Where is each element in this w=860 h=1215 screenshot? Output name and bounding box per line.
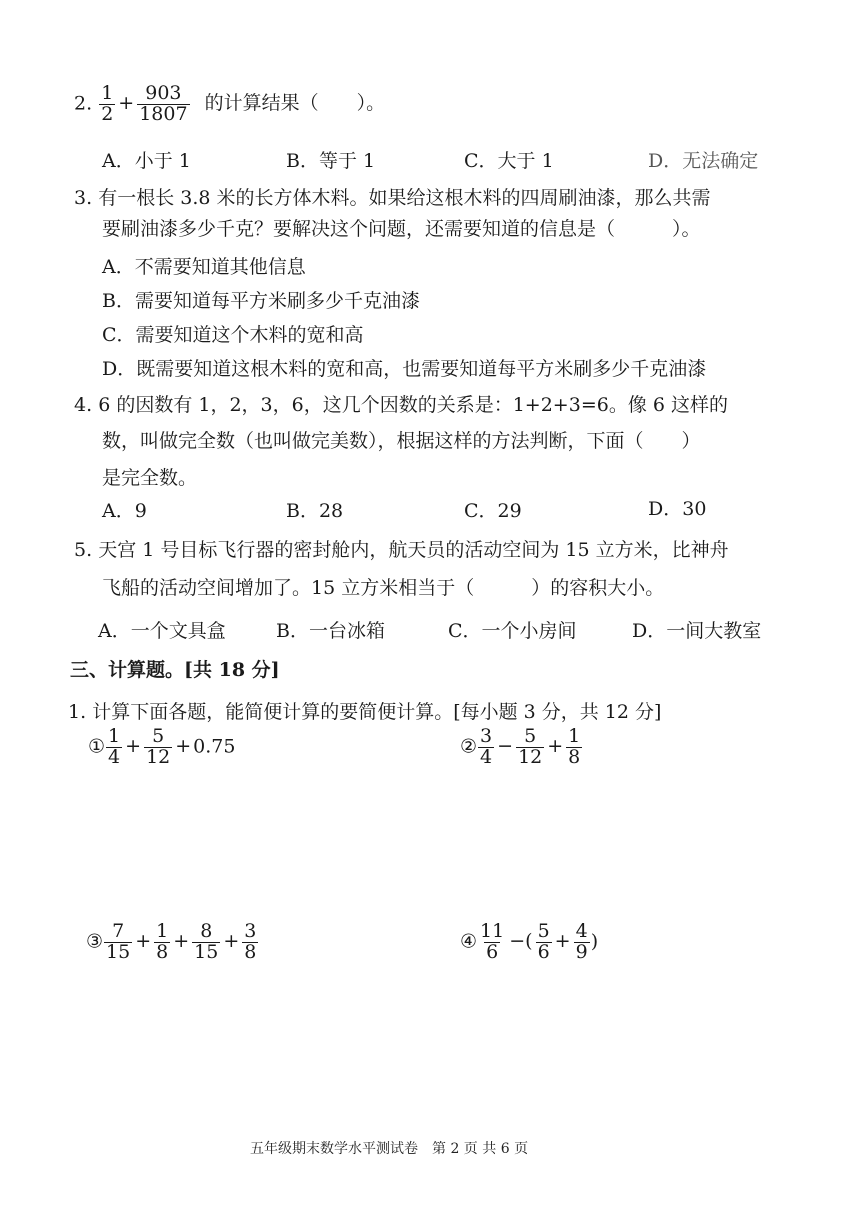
fraction: $\frac{5}{12}$ bbox=[146, 725, 171, 768]
fraction: $\frac{1}{8}$ bbox=[156, 920, 169, 963]
option-c: C．大于 1 bbox=[464, 150, 554, 172]
fraction: $\frac{3}{4}$ bbox=[480, 725, 493, 768]
question-number: 4. bbox=[74, 394, 93, 416]
question-5-line-1: 5. 天宫 1 号目标飞行器的密封舱内，航天员的活动空间为 15 立方米，比神舟 bbox=[74, 539, 729, 561]
fraction: $\frac{4}{9}$ bbox=[575, 920, 588, 963]
question-number: 5. bbox=[74, 539, 93, 561]
fraction: $\frac{1}{4}$ bbox=[108, 725, 121, 768]
question-2: 2. $\frac{1}{2}$ + $\frac{903}{1807}$ 的计算结果（ ）。 bbox=[74, 82, 386, 125]
option-b: B．等于 1 bbox=[286, 150, 376, 172]
option-c: C．需要知道这个木料的宽和高 bbox=[102, 324, 364, 346]
problem-1: ① $\frac{1}{4}$ + $\frac{5}{12}$ + 0.75 bbox=[88, 725, 236, 768]
option-d: D．无法确定 bbox=[648, 150, 759, 172]
option-d: D．既需要知道这根木料的宽和高，也需要知道每平方米刷多少千克油漆 bbox=[102, 358, 707, 380]
fraction: $\frac{3}{8}$ bbox=[244, 920, 257, 963]
option-b: B．28 bbox=[286, 500, 344, 522]
question-text: 的计算结果（ ）。 bbox=[204, 92, 386, 115]
page-footer: 五年级期末数学水平测试卷 第 2 页 共 6 页 bbox=[250, 1141, 529, 1157]
problem-4: ④ $\frac{11}{6}$ −( $\frac{5}{6}$ + $\frac{4}{9}$ ) bbox=[460, 920, 599, 963]
fraction: $\frac{5}{6}$ bbox=[537, 920, 550, 963]
fraction: $\frac{903}{1807}$ bbox=[139, 82, 188, 125]
option-a: A．不需要知道其他信息 bbox=[102, 256, 306, 278]
question-4-line-1: 4. 6 的因数有 1，2，3，6，这几个因数的关系是：1+2+3=6。像 6 这样的 bbox=[74, 394, 728, 416]
question-4-line-3: 是完全数。 bbox=[102, 467, 198, 489]
question-5-line-2: 飞船的活动空间增加了。15 立方米相当于（ ）的容积大小。 bbox=[102, 577, 665, 599]
question-3-line-1: 3. 有一根长 3.8 米的长方体木料。如果给这根木料的四周刷油漆，那么共需 bbox=[74, 187, 711, 209]
option-a: A．小于 1 bbox=[102, 150, 191, 172]
option-a: A．9 bbox=[102, 500, 147, 522]
calc-instruction: 1. 计算下面各题，能简便计算的要简便计算。[每小题 3 分，共 12 分] bbox=[68, 701, 662, 723]
problem-2: ② $\frac{3}{4}$ − $\frac{5}{12}$ + $\frac{1}{8}$ bbox=[460, 725, 581, 768]
fraction: $\frac{11}{6}$ bbox=[480, 920, 505, 963]
question-number: 3. bbox=[74, 187, 93, 209]
question-number: 1. bbox=[68, 701, 87, 723]
option-b: B．需要知道每平方米刷多少千克油漆 bbox=[102, 290, 420, 312]
option-c: C．29 bbox=[464, 500, 522, 522]
question-number: 2. bbox=[74, 92, 93, 115]
fraction: $\frac{1}{2}$ bbox=[101, 82, 114, 125]
option-c: C．一个小房间 bbox=[448, 620, 577, 642]
option-a: A．一个文具盒 bbox=[98, 620, 226, 642]
fraction: $\frac{8}{15}$ bbox=[194, 920, 219, 963]
option-d: D．30 bbox=[648, 498, 707, 520]
option-d: D．一间大教室 bbox=[632, 620, 762, 642]
question-3-line-2: 要刷油漆多少千克？要解决这个问题，还需要知道的信息是（ ）。 bbox=[102, 218, 701, 240]
fraction: $\frac{1}{8}$ bbox=[568, 725, 581, 768]
fraction: $\frac{7}{15}$ bbox=[106, 920, 131, 963]
section-title: 三、计算题。[共 18 分] bbox=[70, 659, 280, 681]
question-4-line-2: 数，叫做完全数（也叫做完美数），根据这样的方法判断，下面（ ） bbox=[102, 430, 701, 452]
fraction: $\frac{5}{12}$ bbox=[518, 725, 543, 768]
option-b: B．一台冰箱 bbox=[276, 620, 385, 642]
problem-3: ③ $\frac{7}{15}$ + $\frac{1}{8}$ + $\frac{8}{15}$ + $\frac{3}{8}$ bbox=[86, 920, 257, 963]
